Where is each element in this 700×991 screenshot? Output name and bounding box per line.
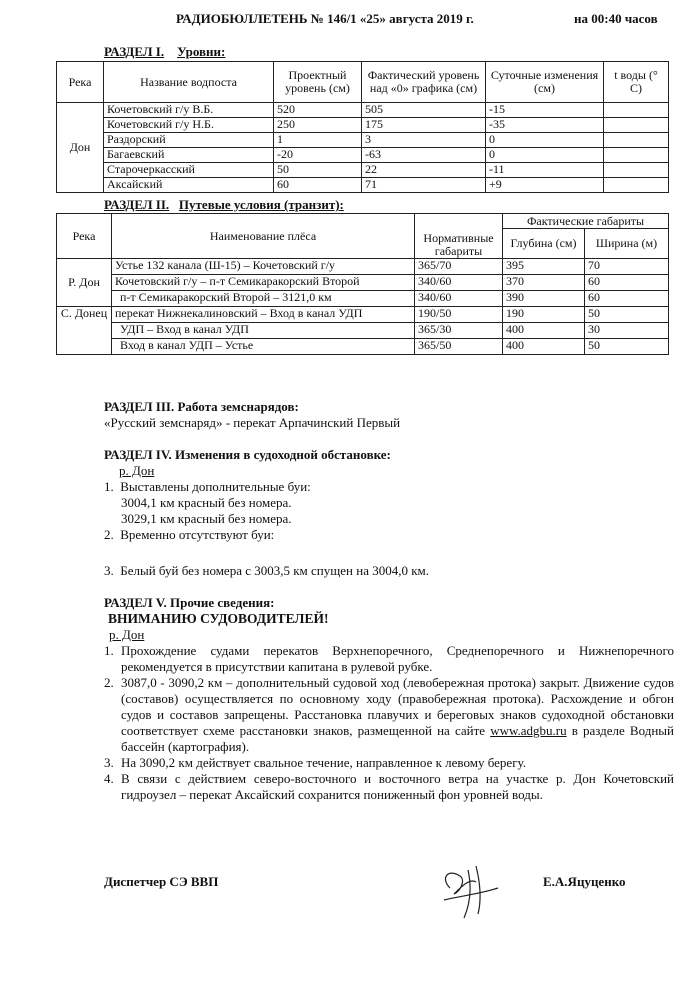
design-level: 50 (274, 163, 362, 178)
col-river: Река (57, 62, 104, 103)
actual-depth: 370 (503, 275, 585, 291)
water-temp (604, 118, 669, 133)
item-text: в разделе Водный бассейн (картография). (121, 723, 674, 754)
list-item: 2. 3087,0 - 3090,2 км – дополнительный судовой ход (левобережная протока) закрыт. Движение судов (составов) осуществляется по основному ходу (правобережная протока). Расхождение и обгон судов и составов запрещены. Расстановка плавучих и береговых знаков судоходной обстановки соответствует схеме расстановки знаков, размещенной на сайте www.adgbu.ru в разделе Водный бассейн (картография). (104, 675, 674, 754)
water-temp (604, 148, 669, 163)
table-row (57, 163, 669, 178)
col-daily-change: Суточные изменения (см) (486, 62, 604, 103)
river-cell: С. Донец (57, 307, 112, 355)
actual-width: 60 (585, 291, 669, 307)
section4-item3: 3. Белый буй без номера с 3003,5 км спущен на 3004,0 км. (104, 563, 430, 578)
actual-width: 70 (585, 259, 669, 275)
post-name: Кочетовский г/у В.Б. (104, 103, 274, 118)
section2-prefix: РАЗДЕЛ II. (104, 197, 170, 212)
section1-title (104, 44, 225, 60)
design-level: 250 (274, 118, 362, 133)
section4-item1: 1. Выставлены дополнительные буи: (104, 479, 311, 494)
attention-banner: ВНИМАНИЮ СУДОВОДИТЕЛЕЙ! (108, 611, 329, 626)
norm-dims: 340/60 (415, 291, 503, 307)
norm-dims: 365/30 (415, 323, 503, 339)
table-row (57, 307, 669, 323)
norm-dims: 365/50 (415, 339, 503, 355)
section4-title: РАЗДЕЛ IV. Изменения в судоходной обстановке: (104, 447, 391, 462)
norm-dims: 340/60 (415, 275, 503, 291)
reach-name: УДП – Вход в канал УДП (112, 323, 415, 339)
dispatcher-position: Диспетчер СЭ ВВП (104, 874, 219, 889)
design-level: 1 (274, 133, 362, 148)
actual-level: 175 (362, 118, 486, 133)
actual-depth: 190 (503, 307, 585, 323)
river-cell: Р. Дон (57, 259, 112, 307)
dispatcher-name: Е.А.Яцуценко (543, 874, 626, 889)
actual-depth: 395 (503, 259, 585, 275)
daily-change: -15 (486, 103, 604, 118)
item-text: Выставлены дополнительные буи: (120, 479, 311, 494)
col-water-temp: t воды (° С) (604, 62, 669, 103)
actual-level: 22 (362, 163, 486, 178)
water-temp (604, 103, 669, 118)
actual-depth: 400 (503, 339, 585, 355)
table-row (57, 178, 669, 193)
water-temp (604, 133, 669, 148)
table-row (57, 118, 669, 133)
section2-title (104, 197, 344, 213)
post-name: Аксайский (104, 178, 274, 193)
river-cell: Дон (57, 103, 104, 193)
list-item: 4. В связи с действием северо-восточного и восточного ветра на участке р. Дон Кочетовский гидроузел – перекат Аксайский сохранится пониженный фон уровней воды. (104, 771, 674, 802)
design-level: 60 (274, 178, 362, 193)
actual-width: 50 (585, 307, 669, 323)
bulletin-title: РАДИОБЮЛЛЕТЕНЬ № 146/1 «25» августа 2019 г. (176, 11, 474, 26)
table-row (57, 275, 669, 291)
section5-river: р. Дон (109, 627, 145, 642)
actual-level: 3 (362, 133, 486, 148)
section5-list (104, 643, 674, 803)
section3-title: РАЗДЕЛ III. Работа земснарядов: (104, 399, 299, 414)
norm-dims: 190/50 (415, 307, 503, 323)
levels-table (56, 61, 669, 193)
post-name: Старочеркасский (104, 163, 274, 178)
actual-width: 50 (585, 339, 669, 355)
item-text: На 3090,2 км действует свальное течение, направленное к левому берегу. (121, 755, 526, 770)
signature-image (420, 848, 510, 928)
section1-prefix: РАЗДЕЛ I. (104, 44, 165, 59)
bulletin-time: на 00:40 часов (574, 11, 658, 26)
daily-change: -11 (486, 163, 604, 178)
section5-title: РАЗДЕЛ V. Прочие сведения: (104, 595, 275, 610)
col-post: Название водпоста (104, 62, 274, 103)
actual-width: 60 (585, 275, 669, 291)
water-temp (604, 178, 669, 193)
design-level: -20 (274, 148, 362, 163)
item-text: В связи с действием северо-восточного и восточного ветра на участке р. Дон Кочетовский гидроузел – перекат Аксайский сохранится пониженный фон уровней воды. (121, 771, 674, 802)
table-row (57, 339, 669, 355)
post-name: Багаевский (104, 148, 274, 163)
section4-item2: 2. Временно отсутствуют буи: (104, 527, 275, 542)
reach-name: Устье 132 канала (Ш-15) – Кочетовский г/у (112, 259, 415, 275)
item-text: 3087,0 - 3090,2 км – дополнительный судовой ход (левобережная протока) закрыт. Движение судов (составов) осуществляется по основному ходу (правобережная протока). Расхождение и обгон судов и составов запрещены. Расстановка плавучих и береговых знаков судоходной обстановки соответствует схеме расстановки знаков, размещенной на сайте (121, 675, 674, 738)
post-name: Кочетовский г/у Н.Б. (104, 118, 274, 133)
table-row (57, 103, 669, 118)
actual-depth: 390 (503, 291, 585, 307)
col-reach: Наименование плёса (112, 214, 415, 259)
table-row (57, 148, 669, 163)
table-row (57, 291, 669, 307)
post-name: Раздорский (104, 133, 274, 148)
list-item: 3. На 3090,2 км действует свальное течение, направленное к левому берегу. (104, 755, 526, 770)
transit-table (56, 213, 669, 355)
col-depth: Глубина (см) (503, 229, 585, 259)
daily-change: +9 (486, 178, 604, 193)
actual-width: 30 (585, 323, 669, 339)
actual-level: -63 (362, 148, 486, 163)
website-link[interactable]: www.adgbu.ru (490, 723, 567, 738)
section1-name: Уровни: (177, 44, 226, 59)
table-row (57, 133, 669, 148)
col-river: Река (57, 214, 112, 259)
list-item: 1. Прохождение судами перекатов Верхнепоречного, Среднепоречного и Нижнепоречного рекомендуется в присутствии капитана в рулевой рубке. (104, 643, 674, 674)
buoy-line: 3029,1 км красный без номера. (121, 511, 292, 526)
reach-name: Кочетовский г/у – п-т Семикаракорский Второй (112, 275, 415, 291)
reach-name: Вход в канал УДП – Устье (112, 339, 415, 355)
item-text: Временно отсутствуют буи: (120, 527, 275, 542)
actual-level: 505 (362, 103, 486, 118)
reach-name: п-т Семикаракорский Второй – 3121,0 км (112, 291, 415, 307)
daily-change: 0 (486, 148, 604, 163)
col-norm: Нормативные габариты (415, 214, 503, 259)
item-text: Белый буй без номера с 3003,5 км спущен на 3004,0 км. (120, 563, 430, 578)
col-actual: Фактические габариты (503, 214, 669, 229)
design-level: 520 (274, 103, 362, 118)
buoy-line: 3004,1 км красный без номера. (121, 495, 292, 510)
col-width: Ширина (м) (585, 229, 669, 259)
actual-level: 71 (362, 178, 486, 193)
col-design-level: Проектный уровень (см) (274, 62, 362, 103)
col-actual-level: Фактический уровень над «0» графика (см) (362, 62, 486, 103)
item-text: Прохождение судами перекатов Верхнепоречного, Среднепоречного и Нижнепоречного рекомендуется в присутствии капитана в рулевой рубке. (121, 643, 674, 674)
dredger-info: «Русский земснаряд» - перекат Арпачинский Первый (104, 415, 401, 430)
section2-name: Путевые условия (транзит): (178, 197, 344, 212)
daily-change: 0 (486, 133, 604, 148)
reach-name: перекат Нижнекалиновский – Вход в канал УДП (112, 307, 415, 323)
actual-depth: 400 (503, 323, 585, 339)
water-temp (604, 163, 669, 178)
norm-dims: 365/70 (415, 259, 503, 275)
section4-river: р. Дон (119, 463, 155, 478)
table-row (57, 323, 669, 339)
table-row (57, 259, 669, 275)
daily-change: -35 (486, 118, 604, 133)
